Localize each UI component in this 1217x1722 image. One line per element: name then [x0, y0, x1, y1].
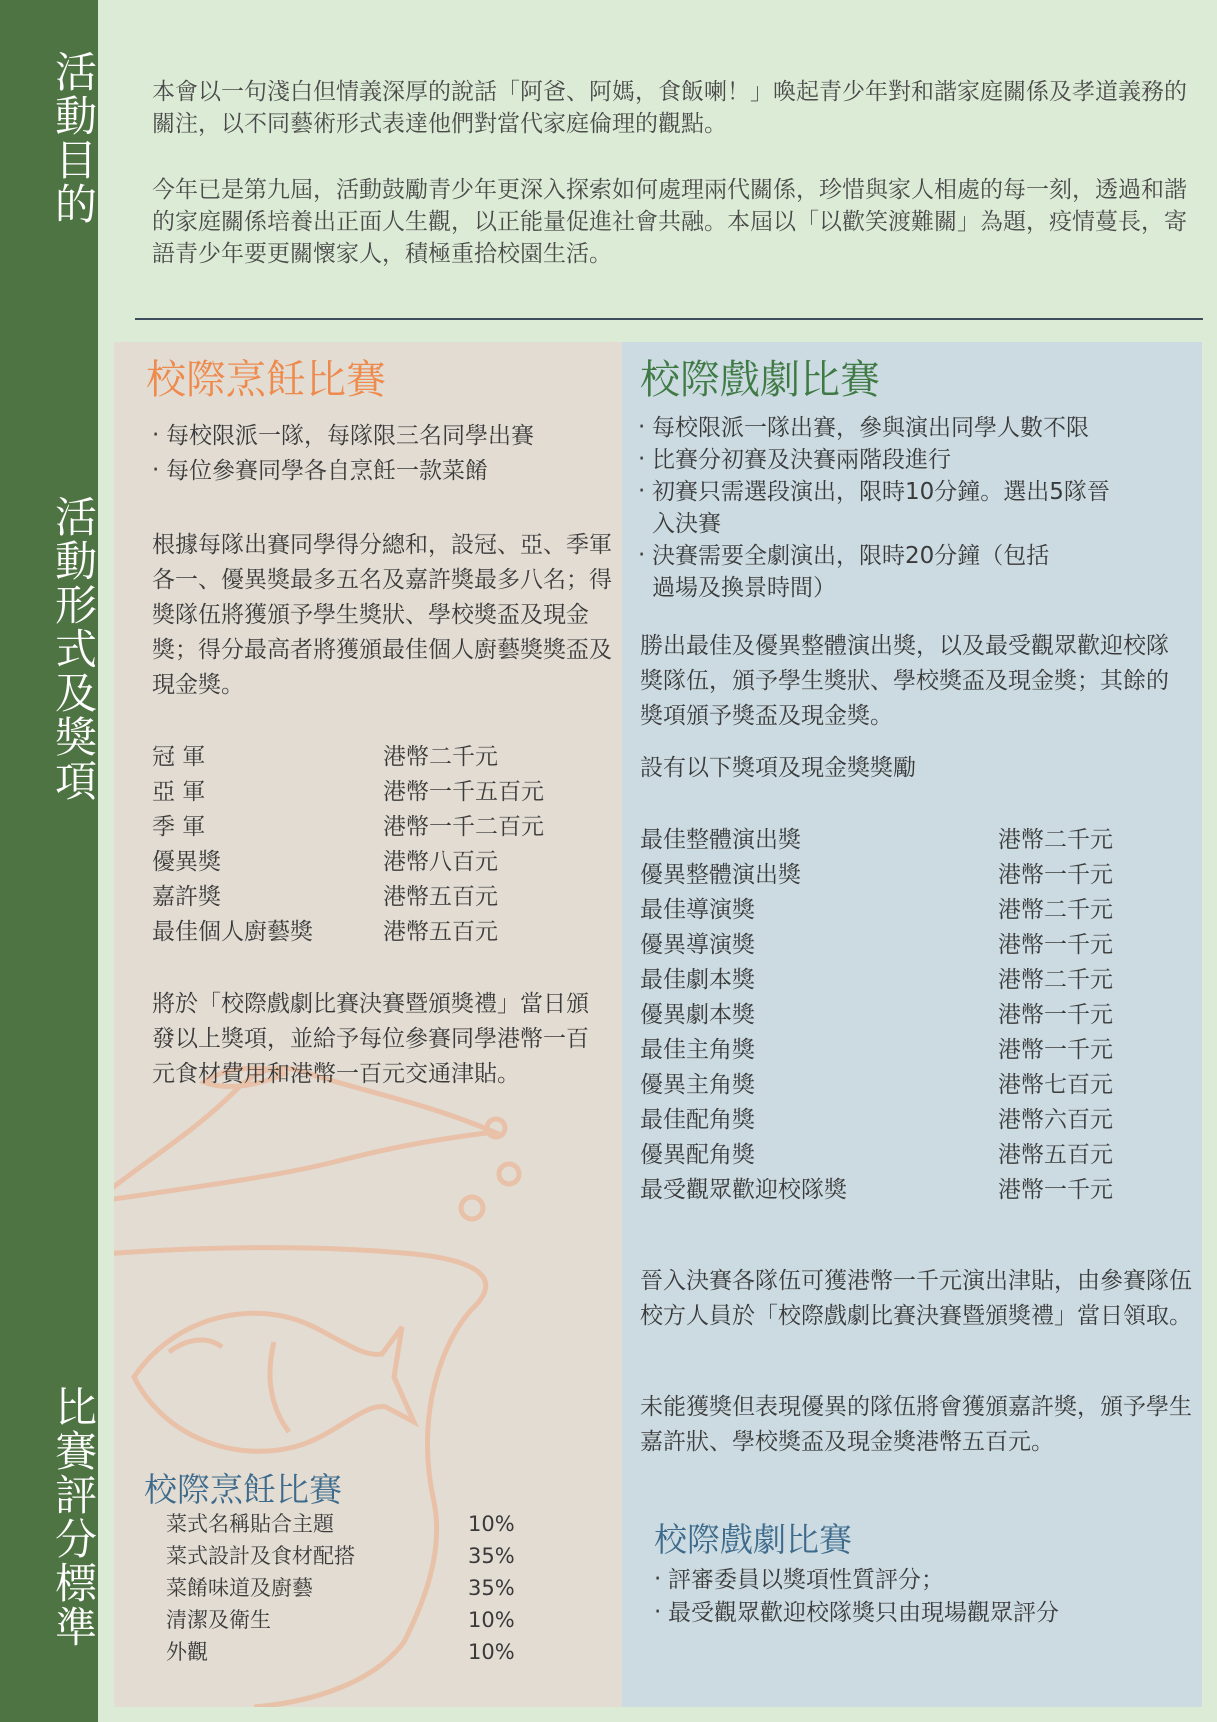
list-item: · 評審委員以獎項性質評分；: [654, 1564, 1184, 1597]
list-item: · 每校限派一隊，每隊限三名同學出賽: [152, 419, 612, 454]
prize-row: [640, 1173, 1160, 1208]
prize-name: 優異劇本獎: [640, 1002, 755, 1028]
intro-paragraph-1: 本會以一句淺白但情義深厚的說話「阿爸、阿媽，食飯喇！」喚起青少年對和諧家庭關係及孝道義務的關注，以不同藝術形式表達他們對當代家庭倫理的觀點。: [152, 79, 1187, 137]
prize-amount: 港幣五百元: [383, 884, 498, 910]
prize-amount: 港幣二千元: [998, 827, 1113, 853]
prize-row: [152, 845, 602, 880]
sidebar: [0, 0, 98, 1722]
prize-row: [640, 963, 1160, 998]
prize-row: [152, 740, 602, 775]
criteria-row: [152, 1572, 515, 1604]
prize-name: 最佳劇本獎: [640, 967, 755, 993]
criteria-name: 菜式設計及食材配搭: [166, 1544, 355, 1568]
prize-name: 優異獎: [152, 849, 221, 875]
criteria-row: [152, 1508, 515, 1540]
cooking-description: 根據每隊出賽同學得分總和，設冠、亞、季軍各一、優異獎最多五名及嘉許獎最多八名；得獎隊伍將獲頒予學生獎狀、學校獎盃及現金獎；得分最高者將獲頒最佳個人廚藝獎獎盃及現金獎。: [152, 532, 612, 698]
list-item: · 比賽分初賽及決賽兩階段進行: [638, 444, 1178, 476]
prize-row: [640, 1068, 1160, 1103]
prize-row: [640, 928, 1160, 963]
drama-note-2: 未能獲獎但表現優異的隊伍將會獲頒嘉許獎，頒予學生嘉許狀、學校獎盃及現金獎港幣五百元。: [640, 1394, 1192, 1455]
cooking-prize-table: [152, 740, 602, 950]
prize-name: 亞 軍: [152, 779, 206, 805]
list-item: · 最受觀眾歡迎校隊獎只由現場觀眾評分: [654, 1597, 1184, 1630]
section-label-format: 活動形式及獎項: [49, 495, 98, 803]
criteria-row: [152, 1604, 515, 1636]
drama-panel: [622, 342, 1202, 1707]
criteria-drama-list: [654, 1564, 1184, 1630]
intro-section: [152, 76, 1192, 304]
prize-name: 最佳整體演出獎: [640, 827, 801, 853]
section-divider: [135, 318, 1203, 320]
prize-amount: 港幣一千元: [998, 1002, 1113, 1028]
prize-name: 最佳主角獎: [640, 1037, 755, 1063]
prize-name: 優異主角獎: [640, 1072, 755, 1098]
prize-row: [152, 880, 602, 915]
cooking-rules-list: [152, 419, 612, 489]
criteria-cooking-list: [152, 1508, 515, 1668]
prize-amount: 港幣二千元: [998, 897, 1113, 923]
criteria-pct: 35%: [468, 1576, 515, 1600]
criteria-name: 菜餚味道及廚藝: [166, 1576, 313, 1600]
prize-name: 優異配角獎: [640, 1142, 755, 1168]
prize-amount: 港幣一千元: [998, 932, 1113, 958]
prize-row: [640, 998, 1160, 1033]
prize-row: [640, 893, 1160, 928]
cooking-heading: 校際烹飪比賽: [146, 357, 386, 403]
prize-row: [152, 775, 602, 810]
prize-amount: 港幣五百元: [998, 1142, 1113, 1168]
criteria-name: 外觀: [166, 1640, 208, 1664]
prize-name: 優異整體演出獎: [640, 862, 801, 888]
prize-name: 最受觀眾歡迎校隊獎: [640, 1177, 847, 1203]
prize-row: [640, 1103, 1160, 1138]
prize-amount: 港幣二千元: [383, 744, 498, 770]
prize-name: 最佳導演獎: [640, 897, 755, 923]
prize-amount: 港幣六百元: [998, 1107, 1113, 1133]
prize-row: [640, 1138, 1160, 1173]
prize-amount: 港幣一千元: [998, 1177, 1113, 1203]
criteria-pct: 10%: [468, 1640, 515, 1664]
prize-name: 最佳配角獎: [640, 1107, 755, 1133]
prize-amount: 港幣五百元: [383, 919, 498, 945]
cooking-note: 將於「校際戲劇比賽決賽暨頒獎禮」當日頒發以上獎項，並給予每位參賽同學港幣一百元食材費用和港幣一百元交通津貼。: [152, 991, 589, 1087]
section-label-purpose: 活動目的: [49, 50, 98, 226]
section-label-criteria: 比賽評分標準: [49, 1385, 98, 1649]
list-item: · 每位參賽同學各自烹飪一款菜餚: [152, 454, 612, 489]
prize-name: 最佳個人廚藝獎: [152, 919, 313, 945]
list-item: · 每校限派一隊出賽，參與演出同學人數不限: [638, 412, 1178, 444]
drama-prizes-intro: 設有以下獎項及現金獎獎勵: [640, 755, 916, 781]
prize-name: 季 軍: [152, 814, 206, 840]
prize-amount: 港幣二千元: [998, 967, 1113, 993]
criteria-name: 清潔及衛生: [166, 1608, 271, 1632]
cooking-panel: [114, 342, 622, 1707]
drama-description: 勝出最佳及優異整體演出獎，以及最受觀眾歡迎校隊獎隊伍，頒予學生獎狀、學校獎盃及現金獎；其餘的獎項頒予獎盃及現金獎。: [640, 633, 1169, 729]
prize-row: [152, 810, 602, 845]
prize-name: 冠 軍: [152, 744, 206, 770]
prize-amount: 港幣一千元: [998, 862, 1113, 888]
criteria-pct: 35%: [468, 1544, 515, 1568]
prize-amount: 港幣一千二百元: [383, 814, 544, 840]
criteria-drama-heading: 校際戲劇比賽: [654, 1520, 852, 1559]
prize-amount: 港幣七百元: [998, 1072, 1113, 1098]
drama-heading: 校際戲劇比賽: [640, 357, 880, 403]
intro-paragraph-2: 今年已是第九屆，活動鼓勵青少年更深入探索如何處理兩代關係，珍惜與家人相處的每一刻，透過和諧的家庭關係培養出正面人生觀，以正能量促進社會共融。本屆以「以歡笑渡難關」為題，疫情蔓長，寄語青少年要更關懷家人，積極重拾校園生活。: [152, 177, 1187, 267]
prize-row: [640, 858, 1160, 893]
list-item: · 初賽只需選段演出，限時10分鐘。選出5隊晉入決賽: [638, 476, 1122, 540]
prize-amount: 港幣一千元: [998, 1037, 1113, 1063]
criteria-name: 菜式名稱貼合主題: [166, 1512, 334, 1536]
drama-prize-table: [640, 823, 1160, 1208]
criteria-pct: 10%: [468, 1608, 515, 1632]
list-item: · 決賽需要全劇演出，限時20分鐘（包括過場及換景時間）: [638, 540, 1052, 604]
prize-row: [640, 1033, 1160, 1068]
prize-row: [640, 823, 1160, 858]
criteria-row: [152, 1636, 515, 1668]
criteria-cooking-heading: 校際烹飪比賽: [144, 1470, 342, 1509]
prize-name: 優異導演獎: [640, 932, 755, 958]
prize-amount: 港幣八百元: [383, 849, 498, 875]
prize-amount: 港幣一千五百元: [383, 779, 544, 805]
criteria-pct: 10%: [468, 1512, 515, 1536]
drama-rules-list: [638, 412, 1178, 604]
prize-row: [152, 915, 602, 950]
drama-note-1: 晉入決賽各隊伍可獲港幣一千元演出津貼，由參賽隊伍校方人員於「校際戲劇比賽決賽暨頒獎禮」當日領取。: [640, 1268, 1192, 1329]
criteria-row: [152, 1540, 515, 1572]
prize-name: 嘉許獎: [152, 884, 221, 910]
